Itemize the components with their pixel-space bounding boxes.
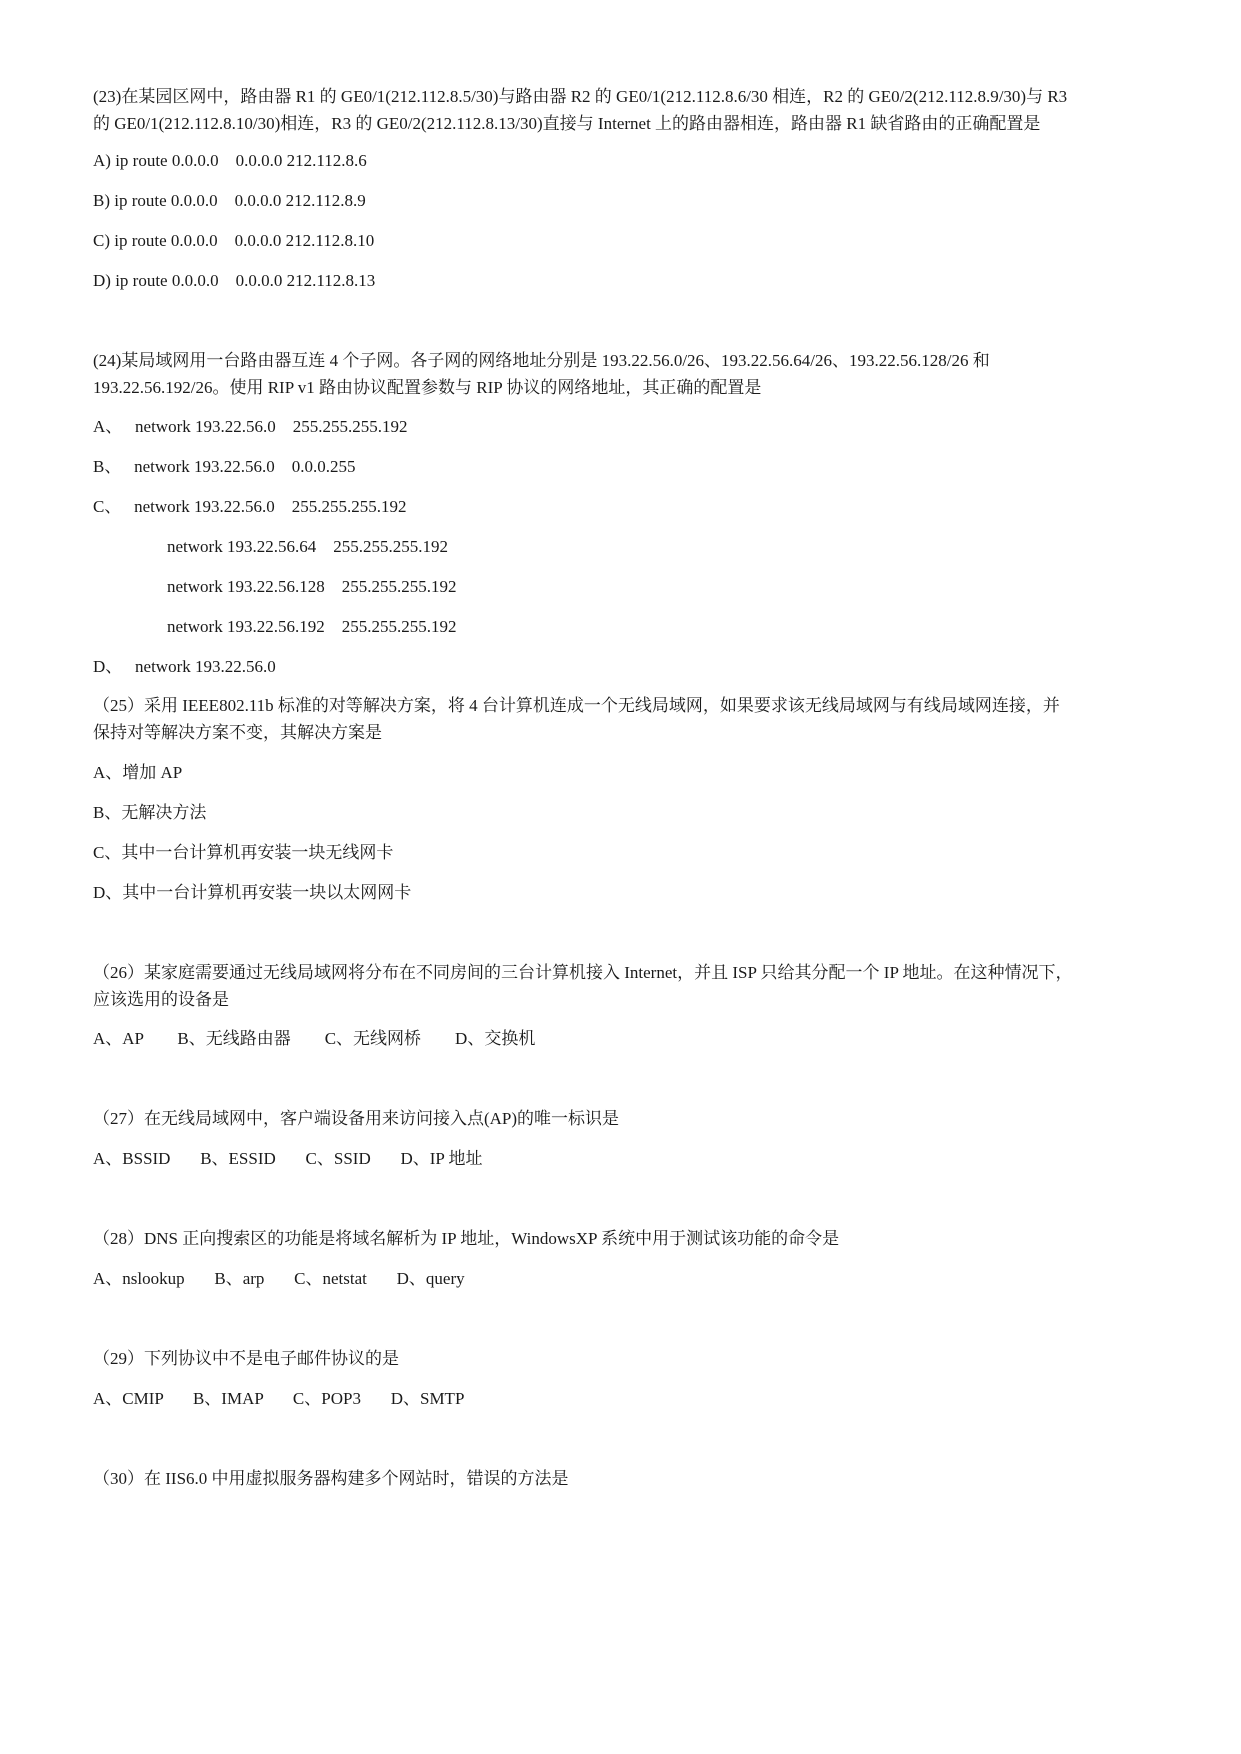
q23-option-b: B) ip route 0.0.0.0 0.0.0.0 212.112.8.9 — [93, 191, 366, 210]
q29-stem: （29）下列协议中不是电子邮件协议的是 — [93, 1349, 399, 1368]
q24-option-d: D、 network 193.22.56.0 — [93, 657, 276, 676]
q24-stem-line-2: 193.22.56.192/26。使用 RIP v1 路由协议配置参数与 RIP 协议的网络地址，其正确的配置是 — [93, 378, 762, 397]
q30-stem: （30）在 IIS6.0 中用虚拟服务器构建多个网站时，错误的方法是 — [93, 1469, 569, 1488]
q24-option-c-line-2: network 193.22.56.64 255.255.255.192 — [167, 537, 448, 556]
q28-options: A、nslookup B、arp C、netstat D、query — [93, 1269, 465, 1288]
q25-option-c: C、其中一台计算机再安装一块无线网卡 — [93, 843, 394, 862]
q23-option-c: C) ip route 0.0.0.0 0.0.0.0 212.112.8.10 — [93, 231, 375, 250]
q23-option-a: A) ip route 0.0.0.0 0.0.0.0 212.112.8.6 — [93, 151, 367, 170]
q25-option-b: B、无解决方法 — [93, 803, 207, 822]
q23-stem-line-1: (23)在某园区网中，路由器 R1 的 GE0/1(212.112.8.5/30)与路由器 R2 的 GE0/1(212.112.8.6/30 相连，R2 的 GE0/2(212.112.8.9/30)与 R3 — [93, 87, 1068, 106]
q24-option-c-line-4: network 193.22.56.192 255.255.255.192 — [167, 617, 457, 636]
q27-stem: （27）在无线局域网中，客户端设备用来访问接入点(AP)的唯一标识是 — [93, 1109, 620, 1128]
q24-option-c-line-3: network 193.22.56.128 255.255.255.192 — [167, 577, 457, 596]
q24-option-b: B、 network 193.22.56.0 0.0.0.255 — [93, 457, 356, 476]
q25-option-d: D、其中一台计算机再安装一块以太网网卡 — [93, 883, 412, 902]
q26-stem-line-2: 应该选用的设备是 — [93, 990, 229, 1009]
q25-stem-line-2: 保持对等解决方案不变，其解决方案是 — [93, 723, 382, 742]
q28-stem: （28）DNS 正向搜索区的功能是将域名解析为 IP 地址，WindowsXP 系统中用于测试该功能的命令是 — [93, 1229, 840, 1248]
q24-option-a: A、 network 193.22.56.0 255.255.255.192 — [93, 417, 408, 436]
q24-option-c: C、 network 193.22.56.0 255.255.255.192 — [93, 497, 407, 516]
q25-option-a: A、增加 AP — [93, 763, 183, 782]
q23-option-d: D) ip route 0.0.0.0 0.0.0.0 212.112.8.13 — [93, 271, 376, 290]
q27-options: A、BSSID B、ESSID C、SSID D、IP 地址 — [93, 1149, 483, 1168]
q24-stem-line-1: (24)某局域网用一台路由器互连 4 个子网。各子网的网络地址分别是 193.22.56.0/26、193.22.56.64/26、193.22.56.128/26 和 — [93, 351, 990, 370]
q26-stem-line-1: （26）某家庭需要通过无线局域网将分布在不同房间的三台计算机接入 Internet，并且 ISP 只给其分配一个 IP 地址。在这种情况下， — [93, 963, 1073, 982]
q23-stem-line-2: 的 GE0/1(212.112.8.10/30)相连，R3 的 GE0/2(212.112.8.13/30)直接与 Internet 上的路由器相连，路由器 R1 缺省路由的正确配置是 — [93, 114, 1041, 133]
q25-stem-line-1: （25）采用 IEEE802.11b 标准的对等解决方案，将 4 台计算机连成一个无线局域网，如果要求该无线局域网与有线局域网连接，并 — [93, 696, 1060, 715]
q26-options: A、AP B、无线路由器 C、无线网桥 D、交换机 — [93, 1029, 536, 1048]
q29-options: A、CMIP B、IMAP C、POP3 D、SMTP — [93, 1389, 465, 1408]
